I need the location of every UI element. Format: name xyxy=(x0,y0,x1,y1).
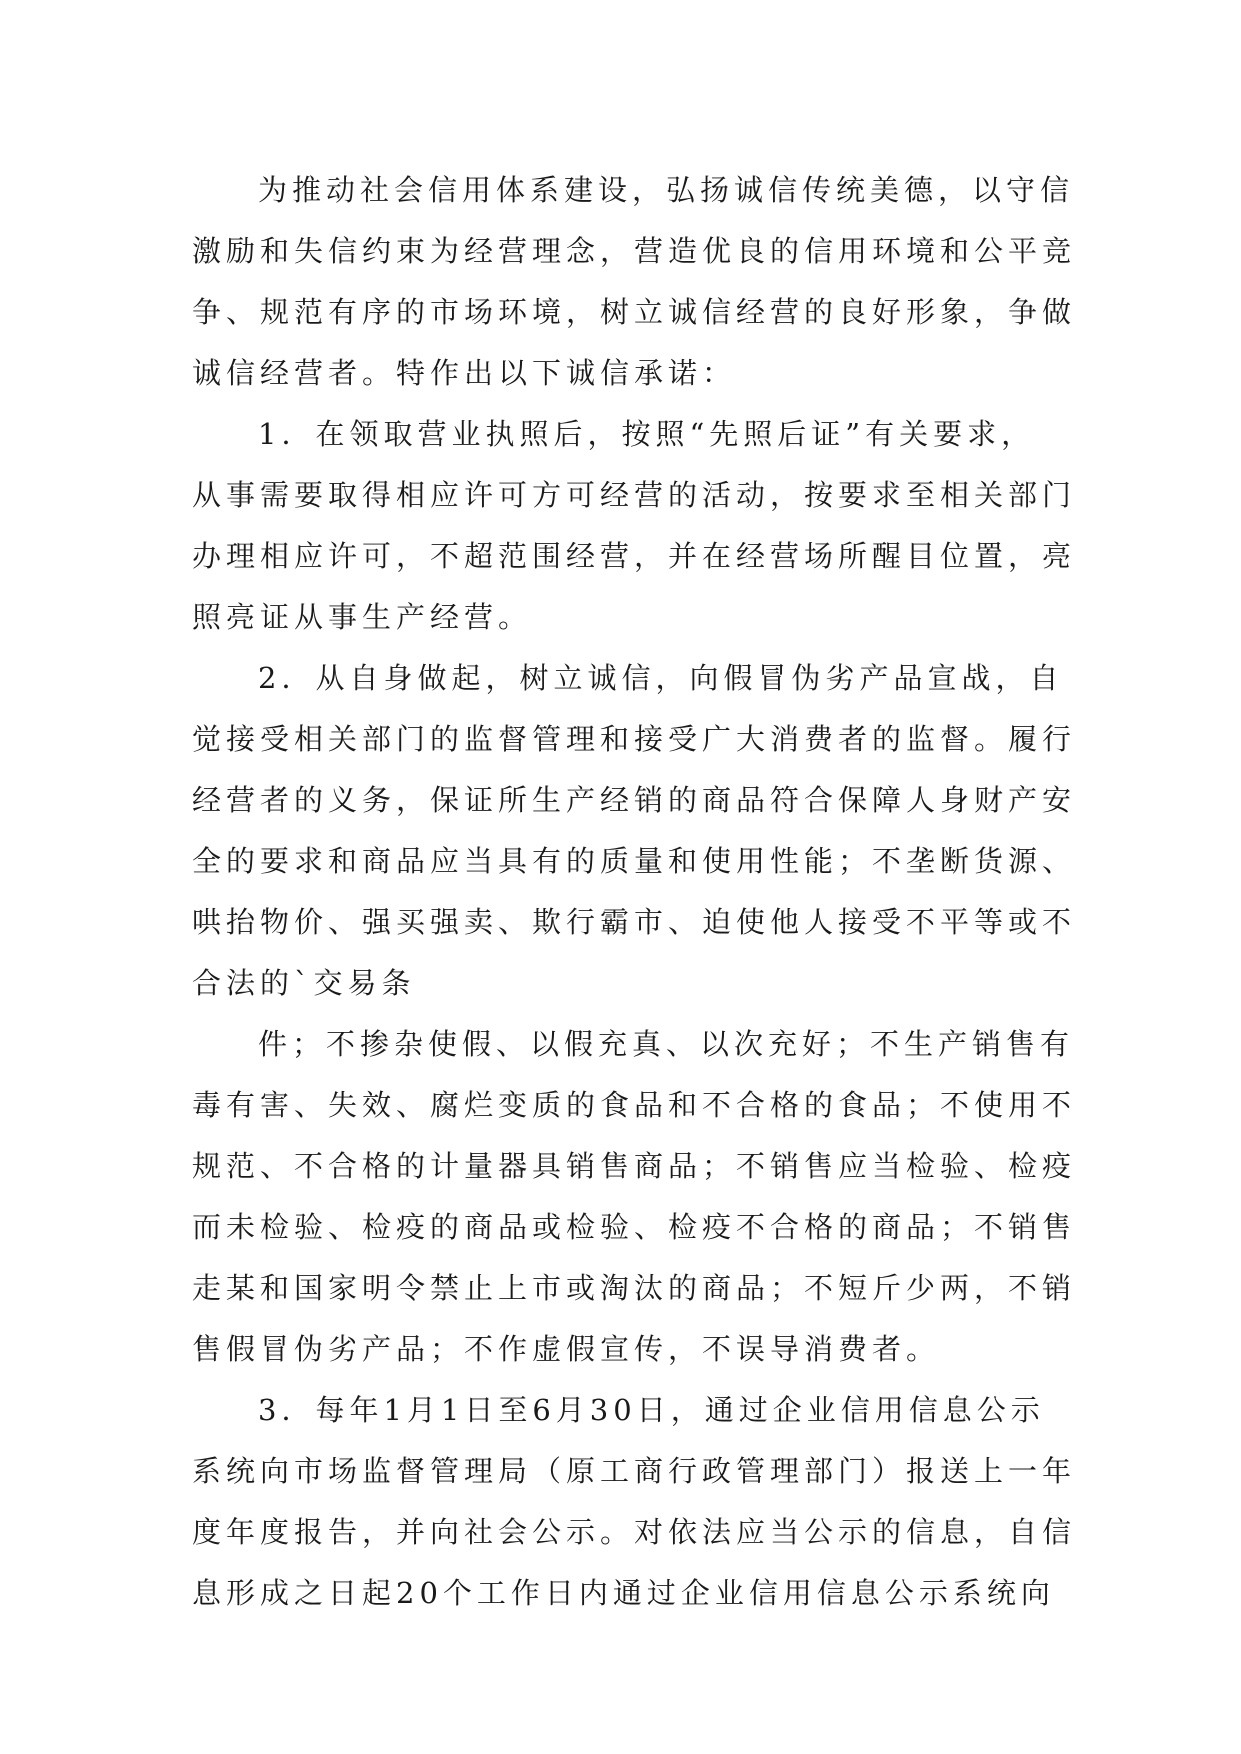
commitment-2-line: 全的要求和商品应当具有的质量和使用性能；不垄断货源、 xyxy=(192,844,1077,878)
document-body xyxy=(192,160,1077,1624)
commitment-3-line: 系统向市场监督管理局（原工商行政管理部门）报送上一年 xyxy=(192,1454,1077,1488)
commitment-2-continued-line: 毒有害、失效、腐烂变质的食品和不合格的食品；不使用不 xyxy=(192,1088,1077,1122)
commitment-2-line: 合法的`交易条 xyxy=(192,966,416,1000)
commitment-2-continued-line: 件；不掺杂使假、以假充真、以次充好；不生产销售有 xyxy=(258,1027,1075,1061)
commitment-1-line: 从事需要取得相应许可方可经营的活动，按要求至相关部门 xyxy=(192,478,1077,512)
commitment-2-continued-line: 而未检验、检疫的商品或检验、检疫不合格的商品；不销售 xyxy=(192,1210,1077,1244)
paragraph-intro-line: 诚信经营者。特作出以下诚信承诺： xyxy=(192,356,737,390)
paragraph-intro-line: 激励和失信约束为经营理念，营造优良的信用环境和公平竞 xyxy=(192,234,1077,268)
paragraph-intro-line: 为推动社会信用体系建设，弘扬诚信传统美德，以守信 xyxy=(258,173,1075,207)
commitment-2-line: 经营者的义务，保证所生产经销的商品符合保障人身财产安 xyxy=(192,783,1077,817)
commitment-2-continued-line: 售假冒伪劣产品；不作虚假宣传，不误导消费者。 xyxy=(192,1332,941,1366)
commitment-2-continued-line: 规范、不合格的计量器具销售商品；不销售应当检验、检疫 xyxy=(192,1149,1077,1183)
commitment-3-line: 度年度报告，并向社会公示。对依法应当公示的信息，自信 xyxy=(192,1515,1077,1549)
commitment-1-line: 办理相应许可，不超范围经营，并在经营场所醒目位置，亮 xyxy=(192,539,1077,573)
commitment-2-line: 觉接受相关部门的监督管理和接受广大消费者的监督。履行 xyxy=(192,722,1077,756)
commitment-3-line: 息形成之日起20个工作日内通过企业信用信息公示系统向 xyxy=(192,1576,1055,1610)
commitment-2-line: 哄抬物价、强买强卖、欺行霸市、迫使他人接受不平等或不 xyxy=(192,905,1077,939)
paragraph-intro-line: 争、规范有序的市场环境，树立诚信经营的良好形象，争做 xyxy=(192,295,1077,329)
commitment-2-line: 2．从自身做起，树立诚信，向假冒伪劣产品宣战，自 xyxy=(258,661,1064,695)
commitment-3-line: 3．每年1月1日至6月30日，通过企业信用信息公示 xyxy=(258,1393,1045,1427)
commitment-1-line: 1．在领取营业执照后，按照“先照后证”有关要求， xyxy=(258,417,1036,451)
commitment-2-continued-line: 走某和国家明令禁止上市或淘汰的商品；不短斤少两，不销 xyxy=(192,1271,1077,1305)
commitment-1-line: 照亮证从事生产经营。 xyxy=(192,600,533,634)
